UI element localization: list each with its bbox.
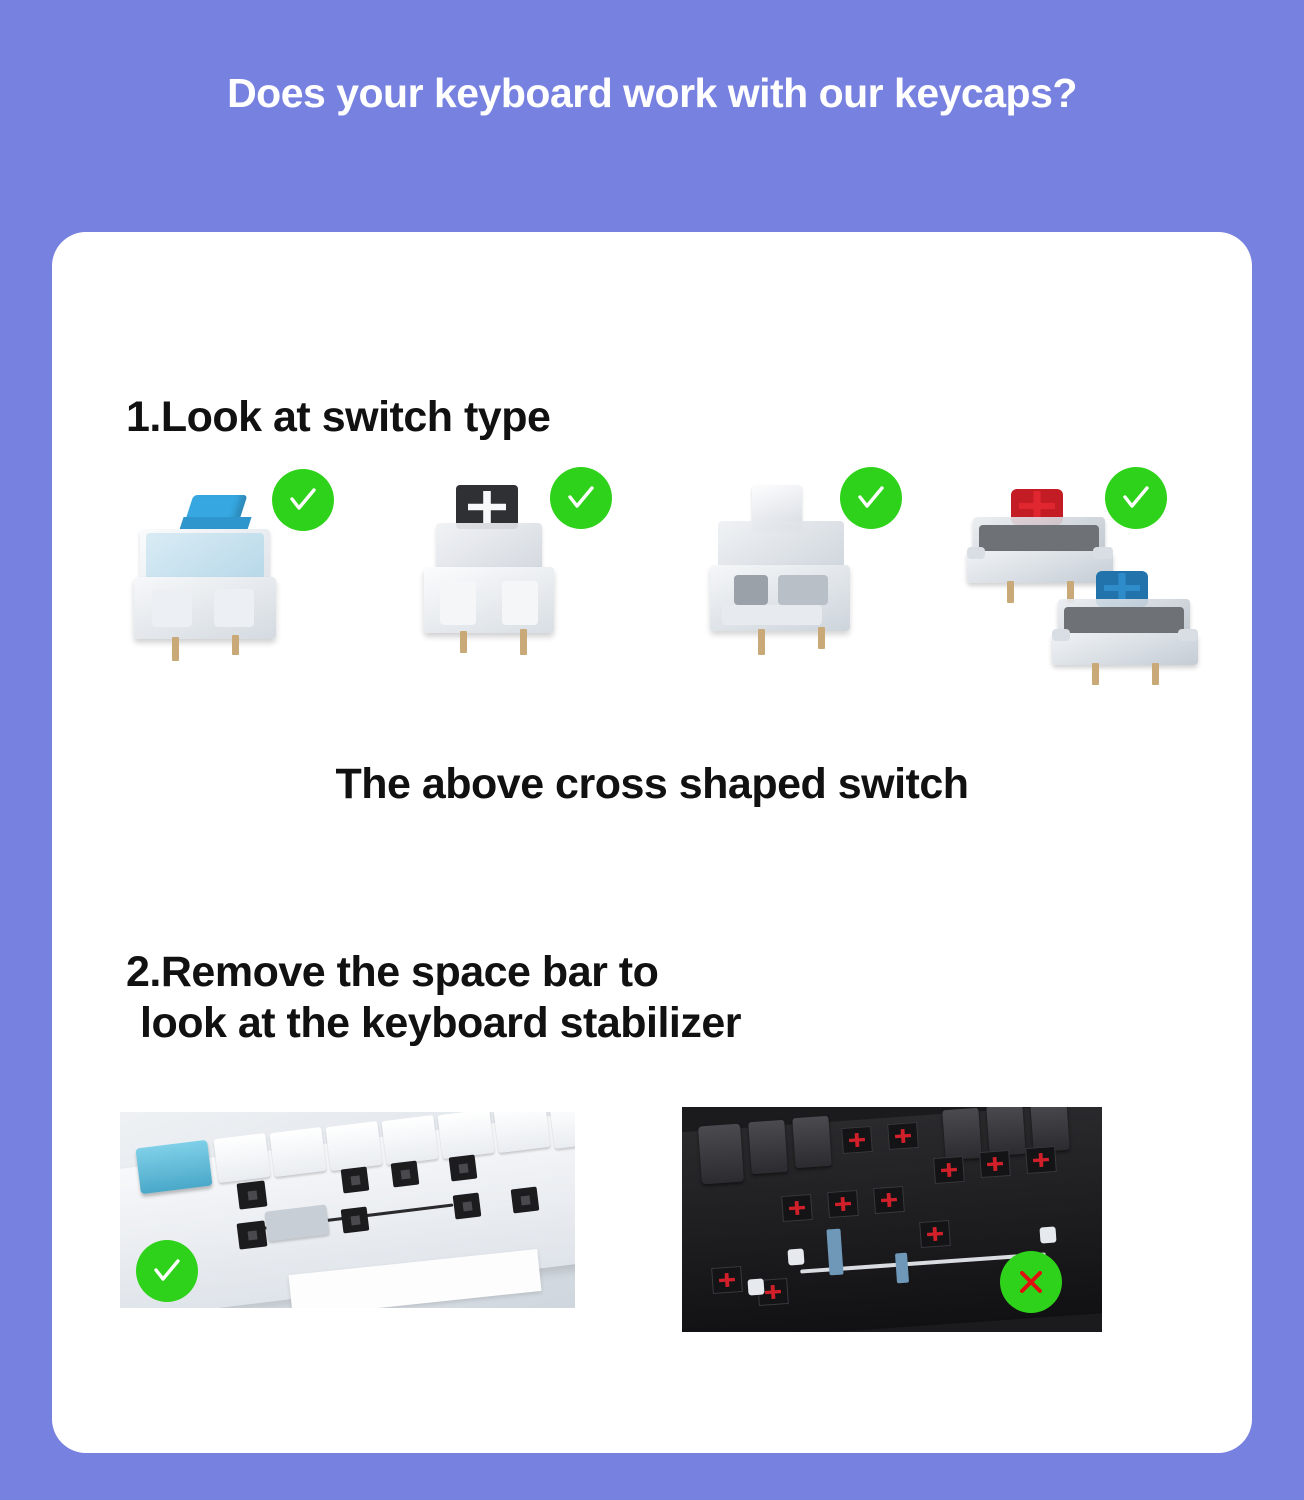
step-2-heading-line-2: look at the keyboard stabilizer — [140, 998, 742, 1047]
step-2-heading-line-1: 2.Remove the space bar to — [126, 948, 659, 996]
verdict-check-icon-1 — [272, 469, 334, 531]
verdict-x-icon-photo-right — [1000, 1251, 1062, 1313]
switch-type-row — [112, 467, 1202, 707]
content-card — [52, 232, 1252, 1453]
black-keyboard-stabilizer-photo — [682, 1107, 1102, 1332]
switch-illustration-3 — [692, 479, 892, 709]
page-title: Does your keyboard work with our keycaps? — [227, 70, 1077, 116]
step-2-heading — [126, 947, 741, 1048]
switch-illustration-2 — [402, 471, 602, 701]
step-1-caption: The above cross shaped switch — [335, 760, 969, 808]
verdict-check-icon-3 — [840, 467, 902, 529]
verdict-check-icon-2 — [550, 467, 612, 529]
verdict-check-icon-4 — [1105, 467, 1167, 529]
switch-illustration-1 — [122, 477, 322, 707]
step-1-heading: 1.Look at switch type — [126, 393, 551, 441]
white-keyboard-stabilizer-photo — [120, 1112, 575, 1308]
verdict-check-icon-photo-left — [136, 1240, 198, 1302]
